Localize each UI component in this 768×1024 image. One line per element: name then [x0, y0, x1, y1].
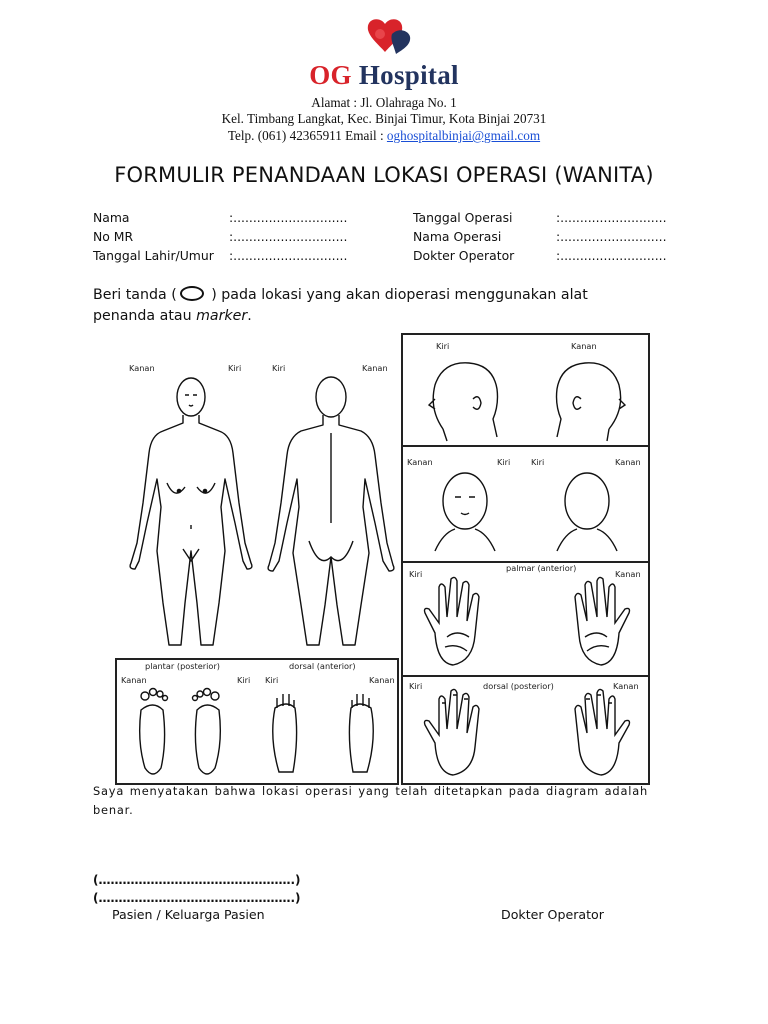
head-side-label-kiri: Kiri [436, 341, 450, 351]
field-label-tanggal-operasi: Tanggal Operasi [413, 210, 513, 225]
hand-dorsal-title: dorsal (posterior) [483, 681, 554, 691]
brand-hospital: Hospital [358, 60, 459, 90]
hands-dorsal-icon [417, 685, 637, 781]
instruction-part-2: ) pada lokasi yang akan dioperasi menggunakan alat [206, 287, 588, 303]
hospital-logo-icon [356, 16, 414, 62]
head-front-label-kiri: Kiri [497, 457, 511, 467]
body-label-kanan-back: Kanan [362, 363, 388, 373]
circle-marker-icon [180, 286, 204, 301]
contact-prefix: Telp. (061) 42365911 Email : [227, 128, 387, 143]
palm-title: palmar (anterior) [506, 563, 577, 573]
field-label-nomr: No MR [93, 229, 134, 244]
head-hand-diagram-frame[interactable] [401, 333, 650, 785]
field-value-nama[interactable]: :............................. [229, 210, 348, 225]
signature-line-2[interactable]: (………………………………………….) [93, 891, 301, 905]
feet-label-kiri-1: Kiri [237, 675, 251, 685]
head-back-label-kiri: Kiri [531, 457, 545, 467]
head-front-back-icon [413, 467, 641, 553]
hands-palmar-icon [417, 573, 637, 669]
instruction-text [93, 285, 693, 327]
female-body-front-back-icon [93, 373, 398, 655]
field-value-nomr[interactable]: :............................. [229, 229, 348, 244]
field-value-tanggal-operasi[interactable]: :........................... [556, 210, 667, 225]
feet-dorsal-title: dorsal (anterior) [289, 661, 356, 671]
head-side-label-kanan: Kanan [571, 341, 597, 351]
instruction-italic: marker [196, 308, 248, 324]
email-link[interactable]: oghospitalbinjai@gmail.com [386, 128, 541, 143]
field-value-tanggal-lahir[interactable]: :............................. [229, 248, 348, 263]
hand-dorsal-label-kiri: Kiri [409, 681, 423, 691]
field-label-tanggal-lahir: Tanggal Lahir/Umur [93, 248, 214, 263]
head-front-label-kanan: Kanan [407, 457, 433, 467]
body-label-kiri-front: Kiri [228, 363, 242, 373]
field-value-nama-operasi[interactable]: :........................... [556, 229, 667, 244]
head-back-label-kanan: Kanan [615, 457, 641, 467]
instruction-end: . [247, 308, 252, 324]
patient-role-label: Pasien / Keluarga Pasien [112, 907, 265, 922]
address-line-2: Kel. Timbang Langkat, Kec. Binjai Timur, Kota Binjai 20731 [221, 111, 547, 126]
hospital-name [0, 60, 768, 91]
field-label-nama-operasi: Nama Operasi [413, 229, 502, 244]
feet-label-kanan-2: Kanan [369, 675, 395, 685]
body-label-kiri-back: Kiri [272, 363, 286, 373]
address-line-1: Alamat : Jl. Olahraga No. 1 [311, 95, 457, 110]
instruction-part-1: Beri tanda ( [93, 287, 177, 303]
statement-text: Saya menyatakan bahwa lokasi operasi yang telah ditetapkan pada diagram adalah benar. [93, 784, 648, 817]
contact-line [0, 128, 768, 144]
brand-og: OG [309, 60, 352, 90]
palm-label-kiri: Kiri [409, 569, 423, 579]
field-label-nama: Nama [93, 210, 130, 225]
doctor-role-label: Dokter Operator [501, 907, 604, 922]
instruction-part-3: penanda atau [93, 308, 197, 324]
body-diagram[interactable] [93, 333, 398, 655]
feet-label-kanan-1: Kanan [121, 675, 147, 685]
feet-label-kiri-2: Kiri [265, 675, 279, 685]
feet-plantar-dorsal-icon [123, 682, 393, 782]
body-label-kanan-front: Kanan [129, 363, 155, 373]
head-side-view-icon [413, 349, 641, 445]
feet-diagram-frame[interactable] [115, 658, 399, 785]
field-value-dokter-operator[interactable]: :........................... [556, 248, 667, 263]
signature-line-1[interactable]: (………………………………………….) [93, 873, 301, 887]
form-title: FORMULIR PENANDAAN LOKASI OPERASI (WANITA) [114, 163, 654, 187]
hand-dorsal-label-kanan: Kanan [613, 681, 639, 691]
palm-label-kanan: Kanan [615, 569, 641, 579]
field-label-dokter-operator: Dokter Operator [413, 248, 515, 263]
feet-plantar-title: plantar (posterior) [145, 661, 220, 671]
